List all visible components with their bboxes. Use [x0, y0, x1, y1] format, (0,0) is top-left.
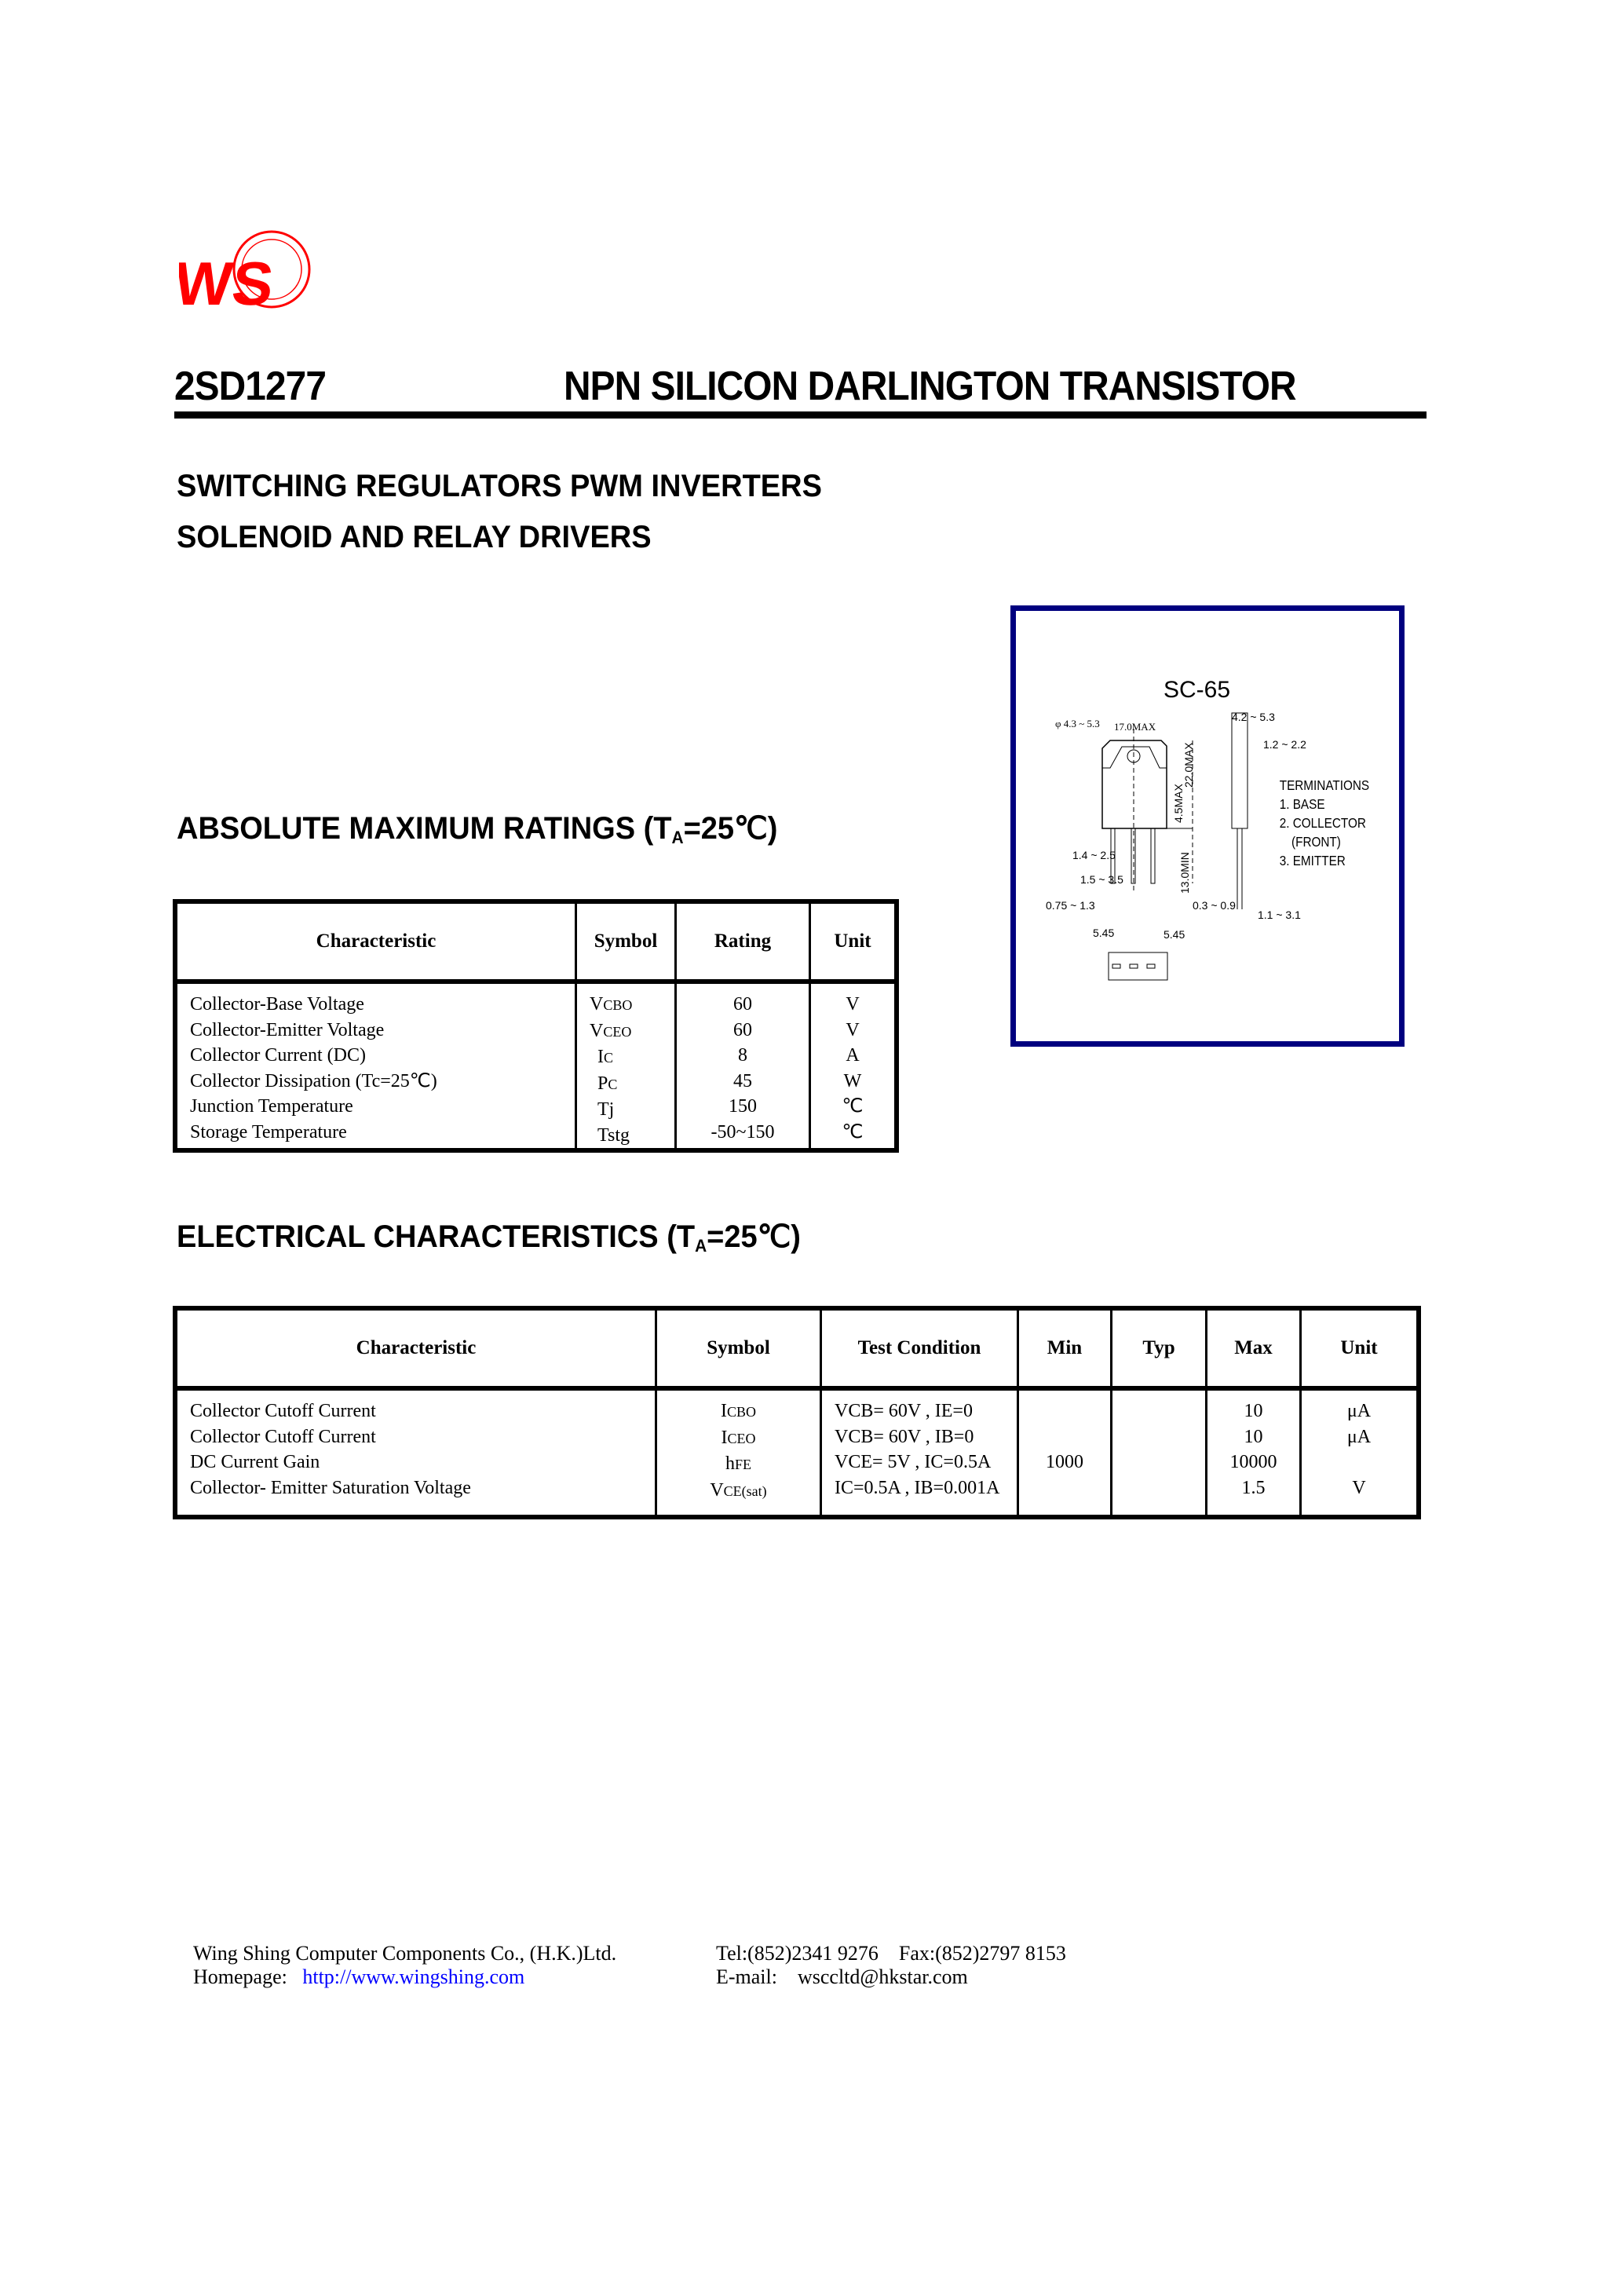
table-body: [175, 1388, 1419, 1517]
company-logo: [179, 226, 328, 320]
svg-text:SC-65: SC-65: [1164, 677, 1231, 703]
symbol-cells: VCBO VCEO IC PC Tj Tstg: [576, 982, 676, 1150]
email-label: E-mail:: [716, 1965, 777, 1988]
electrical-heading: ELECTRICAL CHARACTERISTICS $(T_A=25℃)$: [177, 1219, 801, 1256]
svg-text:5.45: 5.45: [1093, 927, 1115, 939]
svg-text:5.45: 5.45: [1164, 928, 1185, 941]
part-number: 2SD1277: [174, 364, 327, 409]
footer-company-block: [193, 1942, 616, 1989]
svg-text:1.5 ~ 3.5: 1.5 ~ 3.5: [1080, 873, 1123, 886]
table-header-row: [175, 1308, 1419, 1388]
col-typ: Typ: [1112, 1308, 1207, 1388]
max-cells: 10 10 10000 1.5: [1207, 1388, 1301, 1517]
svg-text:WS: WS: [179, 249, 277, 318]
col-min: Min: [1018, 1308, 1112, 1388]
tel: Tel:(852)2341 9276: [716, 1942, 879, 1965]
svg-text:φ 4.3 ~ 5.3: φ 4.3 ~ 5.3: [1055, 718, 1100, 729]
min-cells: 1000: [1018, 1388, 1112, 1517]
col-unit: Unit: [1301, 1308, 1419, 1388]
rating-cells: 60 60 8 45 150 -50~150: [676, 982, 810, 1150]
svg-text:(FRONT): (FRONT): [1291, 833, 1341, 850]
header-rule: [174, 411, 1427, 419]
svg-text:22.0MAX: 22.0MAX: [1182, 742, 1195, 788]
svg-text:3. EMITTER: 3. EMITTER: [1279, 852, 1346, 869]
unit-cells: V V A W ℃ ℃: [842, 994, 864, 1143]
homepage-link[interactable]: http://www.wingshing.com: [302, 1965, 525, 1988]
document-title: NPN SILICON DARLINGTON TRANSISTOR: [564, 364, 1296, 409]
svg-text:1.4 ~ 2.5: 1.4 ~ 2.5: [1072, 849, 1116, 861]
svg-text:4.5MAX: 4.5MAX: [1172, 784, 1185, 823]
email-address: wsccltd@hkstar.com: [797, 1965, 968, 1988]
svg-text:0.75 ~ 1.3: 0.75 ~ 1.3: [1046, 899, 1095, 912]
svg-text:1. BASE: 1. BASE: [1279, 795, 1325, 813]
svg-text:1.1 ~ 3.1: 1.1 ~ 3.1: [1258, 909, 1301, 921]
svg-text:2. COLLECTOR: 2. COLLECTOR: [1279, 814, 1366, 832]
typ-cells: [1112, 1388, 1207, 1517]
unit-cells: μA μA V: [1346, 1401, 1372, 1498]
characteristic-cells: Collector Cutoff Current Collector Cutoff Current DC Current Gain Collector- Emitter Saturation Voltage: [175, 1388, 656, 1517]
electrical-table: [173, 1306, 1421, 1519]
col-symbol: Symbol: [576, 901, 676, 982]
col-characteristic: Characteristic: [175, 1308, 656, 1388]
col-max: Max: [1207, 1308, 1301, 1388]
svg-text:13.0MIN: 13.0MIN: [1178, 852, 1191, 894]
table-body: [175, 982, 897, 1150]
svg-text:0.3 ~ 0.9: 0.3 ~ 0.9: [1193, 899, 1236, 912]
abs-max-table: [173, 899, 899, 1153]
characteristic-cells: Collector-Base Voltage Collector-Emitter Voltage Collector Current (DC) Collector Dissipation (Tc=25℃) Junction Temperature Storage Temperature: [175, 982, 576, 1150]
symbol-cells: ICBO ICEO hFE VCE(sat): [656, 1388, 821, 1517]
col-characteristic: Characteristic: [175, 901, 576, 982]
package-drawing: [1010, 605, 1405, 1047]
company-name: Wing Shing Computer Components Co., (H.K.)Ltd.: [193, 1942, 617, 1965]
footer-contact-block: [716, 1942, 1066, 1989]
application-line-1: SWITCHING REGULATORS PWM INVERTERS: [177, 469, 822, 503]
col-symbol: Symbol: [656, 1308, 821, 1388]
abs-max-heading: ABSOLUTE MAXIMUM RATINGS $(T_A=25℃)$: [177, 811, 778, 847]
col-rating: Rating: [676, 901, 810, 982]
application-line-2: SOLENOID AND RELAY DRIVERS: [177, 520, 652, 554]
col-unit: Unit: [810, 901, 897, 982]
table-header-row: [175, 901, 897, 982]
condition-cells: VCB= 60V , IE=0 VCB= 60V , IB=0 VCE= 5V , IC=0.5A IC=0.5A , IB=0.001A: [821, 1388, 1018, 1517]
svg-text:TERMINATIONS: TERMINATIONS: [1279, 777, 1370, 794]
homepage-label: Homepage:: [193, 1965, 287, 1988]
svg-text:4.2 ~ 5.3: 4.2 ~ 5.3: [1232, 711, 1275, 723]
svg-text:17.0MAX: 17.0MAX: [1114, 721, 1156, 733]
fax: Fax:(852)2797 8153: [898, 1942, 1066, 1965]
svg-text:1.2 ~ 2.2: 1.2 ~ 2.2: [1263, 738, 1306, 751]
col-test-condition: Test Condition: [821, 1308, 1018, 1388]
